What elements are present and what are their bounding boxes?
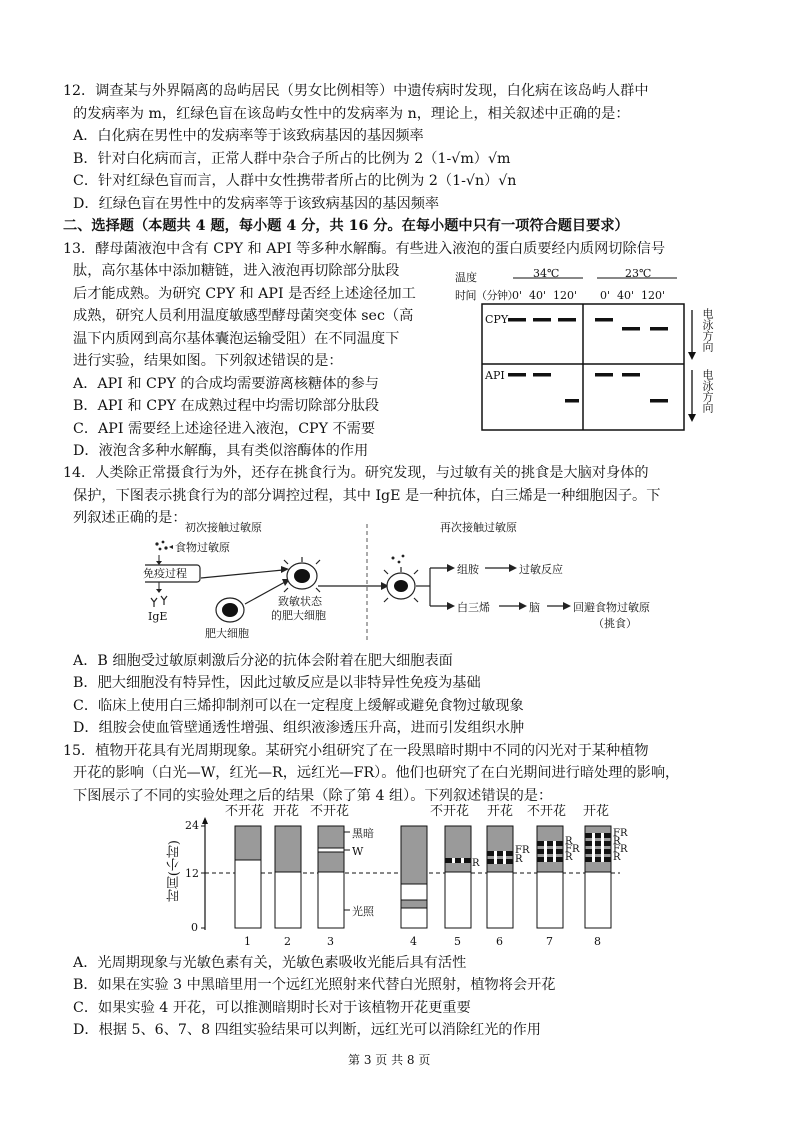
q15-fig-g8-fr1: FR xyxy=(613,828,628,839)
q15-stem-line1: 15．植物开花具有光周期现象。某研究小组研究了在一段黑暗时期中不同的闪光对于某种植物 xyxy=(63,743,649,759)
q15-fig-group-1: 1 xyxy=(244,935,251,948)
q15-fig-label-dark: 黑暗 xyxy=(352,827,374,840)
q14-fig-ige: IgE xyxy=(148,610,168,623)
q15-fig-y12: 12 xyxy=(185,867,199,880)
q15-fig-status-7: 开花 xyxy=(583,804,610,819)
q15-fig-group-5: 5 xyxy=(454,935,461,948)
q15-option-b: B．如果在实验 3 中黑暗里用一个远红光照射来代替白光照射，植物将会开花 xyxy=(73,977,556,993)
q14-fig-histamine: 组胺 xyxy=(457,563,479,576)
section-heading: 二、选择题（本题共 4 题，每小题 4 分，共 16 分。在每小题中只有一项符合题目要求） xyxy=(63,218,629,234)
q15-option-c: C．如果实验 4 开花，可以推测暗期时长对于该植物开花更重要 xyxy=(73,1000,471,1016)
q14-option-d: D．组胺会使血管壁通透性增强、组织液渗透压升高，进而引发组织水肿 xyxy=(73,720,525,736)
q12-option-a: A．白化病在男性中的发病率等于该致病基因的基因频率 xyxy=(73,128,424,144)
q13-fig-time-label: 时间（分钟） xyxy=(455,289,518,302)
q15-fig-group-6: 6 xyxy=(496,935,503,948)
q15-fig-status-3: 不开花 xyxy=(310,804,350,819)
q15-fig-status-6: 不开花 xyxy=(527,804,567,819)
q13-fig-temp1: 34℃ xyxy=(533,267,560,280)
q13-electrophoresis-figure xyxy=(455,266,720,436)
q15-fig-ylabel: 时间(小时) xyxy=(167,840,182,903)
q15-fig-g8-fr2: FR xyxy=(613,844,628,855)
q13-fig-direction1: 电泳方向 xyxy=(701,308,714,352)
q15-fig-y0: 0 xyxy=(191,921,198,934)
q15-fig-group-2: 2 xyxy=(284,935,291,948)
q15-fig-g6-r: R xyxy=(515,854,523,865)
q15-stem-line2: 开花的影响（白光—W，红光—R，远红光—FR）。他们也研究了在白光期间进行暗处理的影响， xyxy=(73,765,680,781)
q15-fig-group-4: 4 xyxy=(410,935,417,948)
q15-fig-group-8: 8 xyxy=(594,935,601,948)
q13-stem-line6: 进行实验，结果如图。下列叙述错误的是： xyxy=(73,353,343,369)
q14-option-a: A．B 细胞受过敏原刺激后分泌的抗体会附着在肥大细胞表面 xyxy=(73,653,453,669)
q12-option-b: B．针对白化病而言，正常人群中杂合子所占的比例为 2（1-√m）√m xyxy=(73,151,511,167)
q14-fig-immune-process: 免疫过程 xyxy=(143,567,187,580)
q12-option-d: D．红绿色盲在男性中的发病率等于该致病基因的基因频率 xyxy=(73,196,440,212)
q13-fig-temp-label: 温度 xyxy=(455,271,477,284)
q13-fig-times2: 0' 40' 120' xyxy=(600,289,666,302)
q14-fig-brain: 脑 xyxy=(529,601,540,614)
q13-stem-line5: 温下内质网到高尔基体囊泡运输受阻）在不同温度下 xyxy=(73,331,400,347)
q14-stem-line3: 列叙述正确的是： xyxy=(73,510,187,526)
q15-option-a: A．光周期现象与光敏色素有关，光敏色素吸收光能后具有活性 xyxy=(73,955,467,971)
q15-fig-g6-fr: FR xyxy=(515,845,530,856)
q15-fig-status-1: 不开花 xyxy=(225,804,265,819)
q15-fig-y24: 24 xyxy=(185,819,199,832)
q13-stem-line3: 后才能成熟。为研究 CPY 和 API 是否经上述途径加工 xyxy=(73,286,416,302)
q14-option-b: B．肥大细胞没有特异性，因此过敏反应是以非特异性免疫为基础 xyxy=(73,675,481,691)
q15-photoperiod-figure xyxy=(165,802,645,950)
q13-fig-row-api: API xyxy=(485,369,505,382)
q14-fig-leukotriene: 白三烯 xyxy=(457,601,490,614)
q15-fig-label-light: 光照 xyxy=(352,905,374,918)
q13-stem-line1: 13．酵母菌液泡中含有 CPY 和 API 等多种水解酶。有些进入液泡的蛋白质要经内质网切除信号 xyxy=(63,241,666,257)
q15-fig-status-2: 开花 xyxy=(273,804,300,819)
q13-fig-row-cpy: CPY xyxy=(485,313,509,326)
q15-fig-status-4: 不开花 xyxy=(430,804,470,819)
q14-stem-line2: 保护，下图表示挑食行为的部分调控过程，其中 IgE 是一种抗体，白三烯是一种细胞因子。下 xyxy=(73,488,661,504)
q14-option-c: C．临床上使用白三烯抑制剂可以在一定程度上缓解或避免食物过敏现象 xyxy=(73,698,524,714)
q15-option-d: D．根据 5、6、7、8 四组实验结果可以判断，远红光可以消除红光的作用 xyxy=(73,1022,541,1038)
q13-option-d: D．液泡含多种水解酶，具有类似溶酶体的作用 xyxy=(73,443,369,459)
q15-fig-g5-r: R xyxy=(472,858,480,869)
q13-option-c: C．API 需要经上述途径进入液泡，CPY 不需要 xyxy=(73,421,376,437)
q13-stem-line4: 成熟，研究人员利用温度敏感型酵母菌突变体 sec（高 xyxy=(73,308,414,324)
q15-fig-g7-r1: R xyxy=(565,836,573,847)
q13-fig-temp2: 23℃ xyxy=(625,267,652,280)
q15-fig-g8-r1: R xyxy=(613,836,621,847)
q15-fig-g7-r2: R xyxy=(565,852,573,863)
page-footer: 第 3 页 共 8 页 xyxy=(348,1053,431,1067)
q15-fig-status-5: 开花 xyxy=(487,804,514,819)
q15-fig-label-w: W xyxy=(352,845,364,858)
q12-option-c: C．针对红绿色盲而言，人群中女性携带者所占的比例为 2（1-√n）√n xyxy=(73,173,517,189)
q14-fig-avoid: 回避食物过敏原 xyxy=(573,601,650,614)
q13-fig-times1: 0' 40' 120' xyxy=(512,289,578,302)
q15-stem-line3: 下图展示了不同的实验处理之后的结果（除了第 4 组）。下列叙述错误的是： xyxy=(73,788,553,804)
q14-fig-first-contact: 初次接触过敏原 xyxy=(185,521,262,534)
q12-stem-line1: 12．调查某与外界隔离的岛屿居民（男女比例相等）中遗传病时发现，白化病在该岛屿人群中 xyxy=(63,83,649,99)
q12-stem-line2: 的发病率为 m，红绿色盲在该岛屿女性中的发病率为 n，理论上，相关叙述中正确的是： xyxy=(73,106,630,122)
q14-fig-sensitized-1: 致敏状态 xyxy=(278,595,322,608)
q13-fig-direction2: 电泳方向 xyxy=(701,369,714,413)
q13-option-a: A．API 和 CPY 的合成均需要游离核糖体的参与 xyxy=(73,376,379,392)
q14-fig-reaction: 过敏反应 xyxy=(519,563,563,576)
q15-fig-group-3: 3 xyxy=(327,935,334,948)
q14-fig-sensitized-2: 的肥大细胞 xyxy=(271,609,326,622)
q14-allergy-diagram xyxy=(145,518,665,644)
q14-fig-second-contact: 再次接触过敏原 xyxy=(440,521,517,534)
q15-fig-g7-fr: FR xyxy=(565,844,580,855)
q14-stem-line1: 14．人类除正常摄食行为外，还存在挑食行为。研究发现，与过敏有关的挑食是大脑对身体的 xyxy=(63,465,649,481)
q15-fig-group-7: 7 xyxy=(546,935,553,948)
q13-stem-line2: 肽，高尔基体中添加糖链，进入液泡再切除部分肽段 xyxy=(73,263,400,279)
q13-option-b: B．API 和 CPY 在成熟过程中均需切除部分肽段 xyxy=(73,398,380,414)
q15-fig-g8-r2: R xyxy=(613,852,621,863)
q14-fig-allergen: 食物过敏原 xyxy=(175,541,230,554)
q14-fig-picky: （挑食） xyxy=(593,617,637,630)
q14-fig-mast-cell: 肥大细胞 xyxy=(205,627,249,640)
